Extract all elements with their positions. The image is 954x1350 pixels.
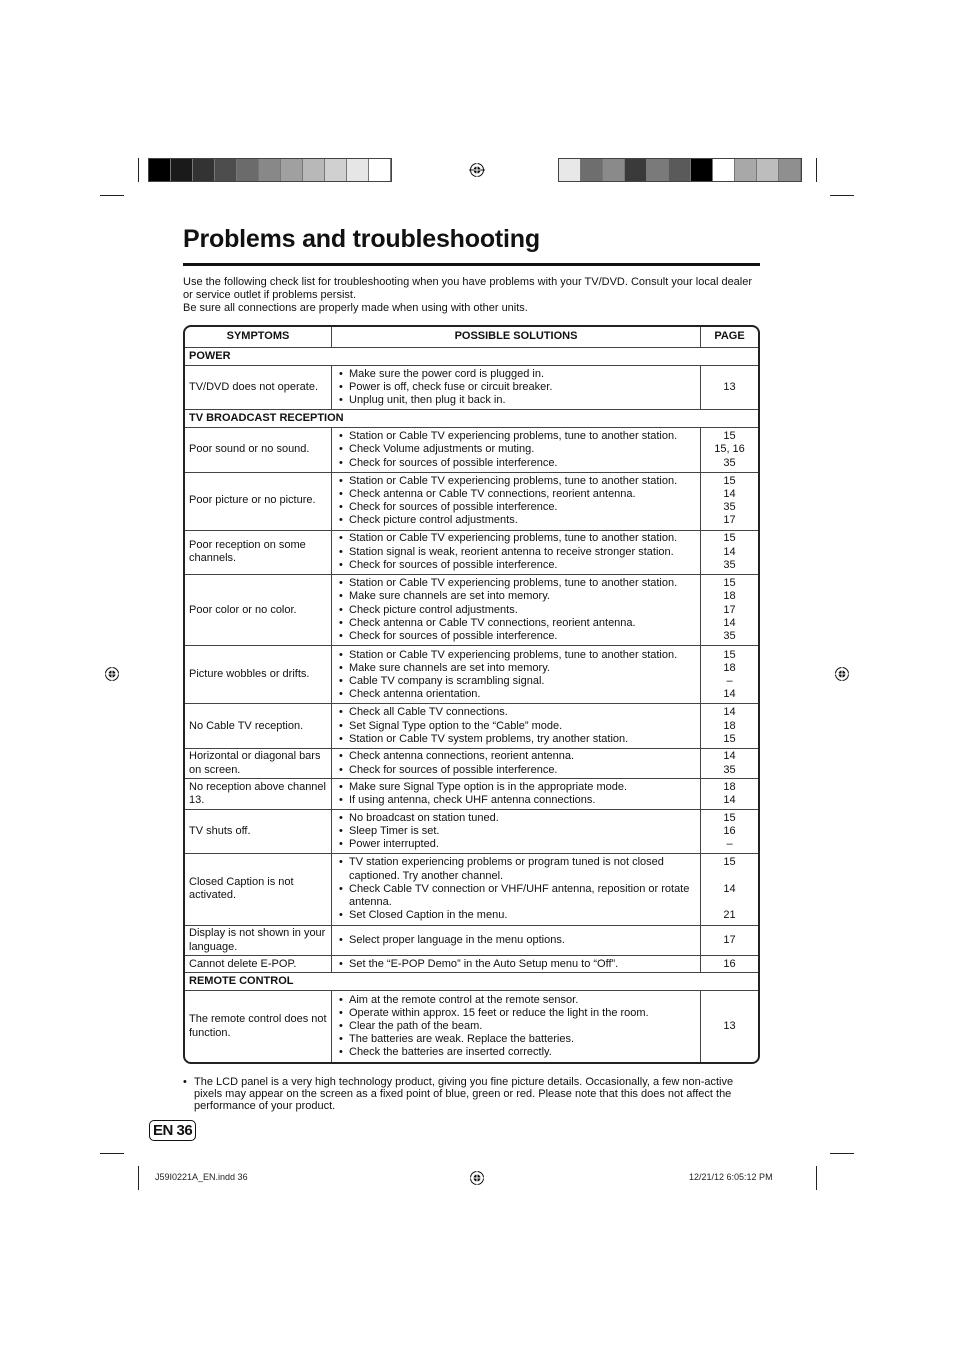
solution-item: • Station or Cable TV experiencing problems, tune to another station. [336,649,696,662]
page-ref-cell [701,991,759,1062]
color-swatch [325,159,347,181]
page-ref: – [726,674,733,687]
page-ref-cell [701,704,759,748]
page-ref-cell [701,956,759,973]
page-ref-cell [701,472,759,530]
color-swatch [757,159,779,181]
solutions-cell [332,574,701,646]
crop-mark [138,1166,139,1190]
solutions-list [336,934,696,947]
title-underline [183,263,760,266]
solutions-cell [332,472,701,530]
color-calibration-bar-right [558,158,802,182]
page-ref: 15, 16 [714,443,745,456]
solutions-list [336,958,696,971]
table-row [185,779,758,810]
intro-paragraph: Use the following check list for troubleshooting when you have problems with your TV/DVD. Consult your local dealer or service outlet if problems persist. [183,276,753,301]
footnote-bullet: • [183,1076,187,1088]
page-ref: 15 [723,811,736,824]
solution-item: • Set the “E-POP Demo” in the Auto Setup menu to “Off”. [336,958,696,971]
page-number: EN 36 [149,1120,196,1141]
section-title: REMOTE CONTROL [185,973,758,991]
header-symptoms: SYMPTOMS [185,327,332,348]
solution-item: • Check for sources of possible interference. [336,764,696,777]
solution-item: • Power is off, check fuse or circuit breaker. [336,381,696,394]
page-ref: 15 [723,577,736,590]
color-swatch [581,159,603,181]
symptom-cell: Poor reception on some channels. [185,530,332,574]
solution-item: • Station or Cable TV experiencing problems, tune to another station. [336,430,696,443]
solutions-list [336,577,696,643]
solution-item: • Power interrupted. [336,838,696,851]
solution-item: • Check picture control adjustments. [336,514,696,527]
solution-item: • Check for sources of possible interference. [336,501,696,514]
crop-mark [138,158,139,182]
color-swatch [193,159,215,181]
symptom-cell: Cannot delete E-POP. [185,956,332,973]
symptom-cell: Poor color or no color. [185,574,332,646]
page-ref: 18 [723,780,736,793]
solution-item: • Station or Cable TV experiencing problems, tune to another station. [336,577,696,590]
solutions-cell [332,925,701,956]
solution-item: • Aim at the remote control at the remote sensor. [336,994,696,1007]
page-ref: 18 [723,719,736,732]
page-ref: 17 [723,933,736,946]
file-slug: J59I0221A_EN.indd 36 [155,1172,248,1182]
page-ref [705,896,754,909]
color-swatch [237,159,259,181]
page-ref: 18 [723,661,736,674]
table-row [185,991,758,1062]
solution-item: • Check antenna or Cable TV connections, reorient antenna. [336,617,696,630]
solutions-list [336,812,696,852]
page-ref-cell [701,748,759,779]
solutions-cell [332,646,701,704]
solution-item: • Check antenna or Cable TV connections, reorient antenna. [336,488,696,501]
page-ref: 14 [723,545,736,558]
table-row [185,704,758,748]
registration-target-icon [834,666,850,682]
color-swatch [259,159,281,181]
troubleshooting-table [183,325,760,1064]
solution-item: • Set Closed Caption in the menu. [336,909,696,922]
table-row [185,574,758,646]
table-header-row [185,327,758,348]
solutions-list [336,781,696,807]
solution-item: • Unplug unit, then plug it back in. [336,394,696,407]
page-ref: 14 [723,794,736,807]
solution-item: • Cable TV company is scrambling signal. [336,675,696,688]
color-swatch [347,159,369,181]
page-ref: 17 [723,603,736,616]
page-ref: 14 [723,616,736,629]
solution-item: • Make sure Signal Type option is in the appropriate mode. [336,781,696,794]
color-swatch [603,159,625,181]
solution-item: • Clear the path of the beam. [336,1020,696,1033]
solution-item: • Station or Cable TV experiencing problems, tune to another station. [336,532,696,545]
solution-item: • Check the batteries are inserted correctly. [336,1046,696,1059]
solution-item: • Check antenna connections, reorient antenna. [336,750,696,763]
table-row [185,854,758,926]
solutions-cell [332,956,701,973]
solution-item: • Station signal is weak, reorient antenna to receive stronger station. [336,546,696,559]
solution-item: • Check for sources of possible interference. [336,457,696,470]
crop-mark [816,158,817,182]
table-row [185,530,758,574]
solution-item: • If using antenna, check UHF antenna connections. [336,794,696,807]
color-calibration-bar-left [148,158,392,182]
page-ref: 35 [723,558,736,571]
color-swatch [713,159,735,181]
page-ref: 18 [723,590,736,603]
table-row [185,925,758,956]
section-title: TV BROADCAST RECEPTION [185,410,758,428]
solutions-list [336,994,696,1060]
page-ref: 35 [723,501,736,514]
solutions-cell [332,704,701,748]
page-title: Problems and troubleshooting [183,225,540,253]
solution-item: • Operate within approx. 15 feet or reduce the light in the room. [336,1007,696,1020]
solutions-list [336,430,696,470]
page-ref-cell [701,809,759,853]
solution-item: • Check for sources of possible interference. [336,630,696,643]
header-page: PAGE [701,327,759,348]
color-swatch [647,159,669,181]
solution-item: • Check Cable TV connection or VHF/UHF antenna, reposition or rotate antenna. [336,883,696,909]
footnote [183,1076,758,1112]
solution-item: • Check for sources of possible interference. [336,559,696,572]
symptom-cell: TV shuts off. [185,809,332,853]
solution-item: • Check picture control adjustments. [336,604,696,617]
solutions-list [336,856,696,922]
registration-target-icon [469,162,485,178]
solutions-list [336,532,696,572]
solutions-list [336,750,696,776]
page-ref: 17 [723,514,736,527]
intro-paragraph: Be sure all connections are properly made when using with other units. [183,302,528,314]
solutions-cell [332,748,701,779]
registration-target-icon [104,666,120,682]
page-ref: 14 [723,750,736,763]
solution-item: • TV station experiencing problems or program tuned is not closed captioned. Try another channel. [336,856,696,882]
section-title: POWER [185,348,758,366]
page-ref: 16 [723,957,736,970]
solutions-cell [332,366,701,410]
solution-item: • Make sure the power cord is plugged in. [336,368,696,381]
solution-item: • Check all Cable TV connections. [336,706,696,719]
table-row [185,472,758,530]
page-ref: 35 [723,629,736,642]
symptom-cell: No Cable TV reception. [185,704,332,748]
page-ref-cell [701,366,759,410]
section-row [185,410,758,428]
crop-mark [100,195,124,196]
solutions-cell [332,530,701,574]
page-ref: 16 [723,824,736,837]
solutions-cell [332,809,701,853]
solution-item: • Station or Cable TV experiencing problems, tune to another station. [336,475,696,488]
symptom-cell: No reception above channel 13. [185,779,332,810]
symptom-cell: Poor picture or no picture. [185,472,332,530]
page-ref: 14 [723,487,736,500]
solutions-list [336,706,696,746]
header-solutions: POSSIBLE SOLUTIONS [332,327,701,348]
page-ref-cell [701,779,759,810]
page-ref: 14 [723,706,736,719]
page-ref [705,870,754,883]
page-ref-cell [701,574,759,646]
color-swatch [171,159,193,181]
color-swatch [735,159,757,181]
table-body [185,348,758,1063]
section-row [185,348,758,366]
table-row [185,748,758,779]
color-swatch [215,159,237,181]
page-ref: – [726,838,733,851]
solutions-cell [332,779,701,810]
page-ref: 15 [723,856,736,869]
table-row [185,809,758,853]
solution-item: • Select proper language in the menu options. [336,934,696,947]
solution-item: • Check Volume adjustments or muting. [336,443,696,456]
solution-item: • No broadcast on station tuned. [336,812,696,825]
color-swatch [559,159,581,181]
solutions-cell [332,428,701,472]
page-ref: 35 [723,763,736,776]
symptom-cell: Poor sound or no sound. [185,428,332,472]
solutions-cell [332,991,701,1062]
table-row [185,646,758,704]
table-row [185,366,758,410]
page-ref: 14 [723,688,736,701]
symptom-cell: The remote control does not function. [185,991,332,1062]
solution-item: • Sleep Timer is set. [336,825,696,838]
print-timestamp: 12/21/12 6:05:12 PM [689,1172,773,1182]
page-ref-cell [701,854,759,926]
page-ref: 13 [723,1019,736,1032]
symptom-cell: Display is not shown in your language. [185,925,332,956]
color-swatch [779,159,801,181]
solutions-list [336,475,696,528]
solution-item: • Check antenna orientation. [336,688,696,701]
page-ref: 13 [723,381,736,394]
page-ref-cell [701,428,759,472]
page-ref: 21 [723,909,736,922]
solution-item: • Make sure channels are set into memory. [336,590,696,603]
color-swatch [691,159,713,181]
color-swatch [369,159,391,181]
solutions-list [336,368,696,408]
footnote-text: The LCD panel is a very high technology product, giving you fine picture details. Occasionally, a few non-active pixels may appear on the screen as a fixed point of blue, green or red. Please note that this does not affect the performance of your product. [194,1076,734,1112]
symptom-cell: TV/DVD does not operate. [185,366,332,410]
solutions-cell [332,854,701,926]
symptom-cell: Closed Caption is not activated. [185,854,332,926]
solution-item: • Make sure channels are set into memory. [336,662,696,675]
solution-item: • Set Signal Type option to the “Cable” mode. [336,720,696,733]
page-ref-cell [701,646,759,704]
symptom-cell: Horizontal or diagonal bars on screen. [185,748,332,779]
page-ref-cell [701,925,759,956]
section-row [185,973,758,991]
solution-item: • The batteries are weak. Replace the batteries. [336,1033,696,1046]
solution-item: • Station or Cable TV system problems, try another station. [336,733,696,746]
page-ref: 15 [723,474,736,487]
table-row [185,428,758,472]
table-row [185,956,758,973]
page-ref: 15 [723,430,736,443]
color-swatch [303,159,325,181]
color-swatch [281,159,303,181]
crop-mark [830,195,854,196]
crop-mark [830,1153,854,1154]
page-ref: 15 [723,732,736,745]
color-swatch [625,159,647,181]
symptom-cell: Picture wobbles or drifts. [185,646,332,704]
page-ref: 35 [723,456,736,469]
color-swatch [669,159,691,181]
crop-mark [100,1153,124,1154]
page-ref: 15 [723,532,736,545]
crop-mark [816,1166,817,1190]
registration-target-icon [469,1170,485,1186]
intro-text [183,276,758,315]
page-ref-cell [701,530,759,574]
color-swatch [149,159,171,181]
page-ref: 14 [723,882,736,895]
solutions-list [336,649,696,702]
page-ref: 15 [723,648,736,661]
